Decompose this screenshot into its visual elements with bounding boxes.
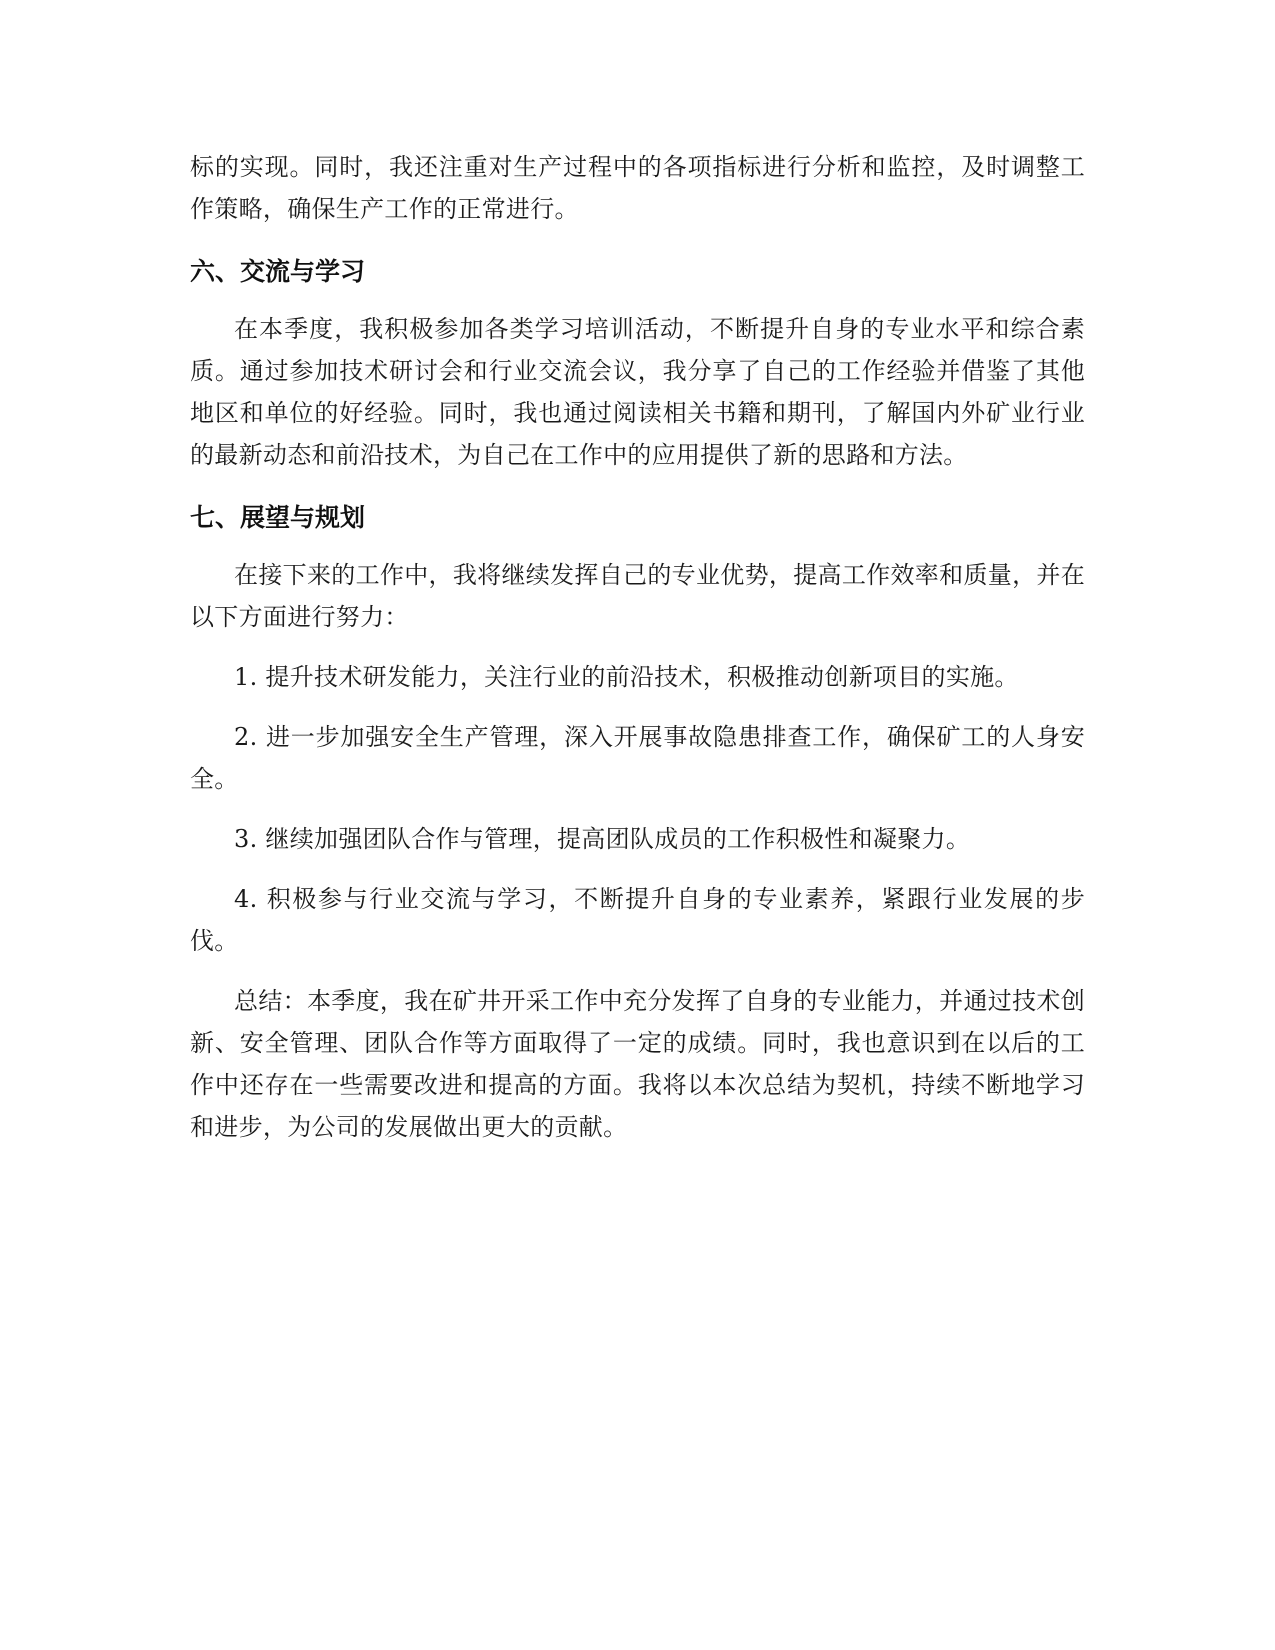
list-item: 4. 积极参与行业交流与学习，不断提升自身的专业素养，紧跟行业发展的步伐。 [190, 885, 1085, 955]
list-item: 1. 提升技术研发能力，关注行业的前沿技术，积极推动创新项目的实施。 [234, 663, 1019, 691]
paragraph-outlook-intro: 在接下来的工作中，我将继续发挥自己的专业优势，提高工作效率和质量，并在以下方面进行努力： [190, 561, 1085, 631]
section-heading-exchange-learning: 六、交流与学习 [190, 257, 366, 286]
list-item: 2. 进一步加强安全生产管理，深入开展事故隐患排查工作，确保矿工的人身安全。 [190, 723, 1085, 793]
paragraph-exchange-learning: 在本季度，我积极参加各类学习培训活动，不断提升自身的专业水平和综合素质。通过参加技术研讨会和行业交流会议，我分享了自己的工作经验并借鉴了其他地区和单位的好经验。同时，我也通过阅读相关书籍和期刊，了解国内外矿业行业的最新动态和前沿技术，为自己在工作中的应用提供了新的思路和方法。 [190, 315, 1085, 469]
document-page [190, 146, 1085, 1148]
paragraph-summary: 总结：本季度，我在矿井开采工作中充分发挥了自身的专业能力，并通过技术创新、安全管理、团队合作等方面取得了一定的成绩。同时，我也意识到在以后的工作中还存在一些需要改进和提高的方面。我将以本次总结为契机，持续不断地学习和进步，为公司的发展做出更大的贡献。 [190, 987, 1085, 1141]
list-item: 3. 继续加强团队合作与管理，提高团队成员的工作积极性和凝聚力。 [234, 825, 971, 853]
section-heading-outlook-planning: 七、展望与规划 [190, 503, 366, 532]
paragraph-continuation: 标的实现。同时，我还注重对生产过程中的各项指标进行分析和监控，及时调整工作策略，确保生产工作的正常进行。 [190, 153, 1085, 223]
